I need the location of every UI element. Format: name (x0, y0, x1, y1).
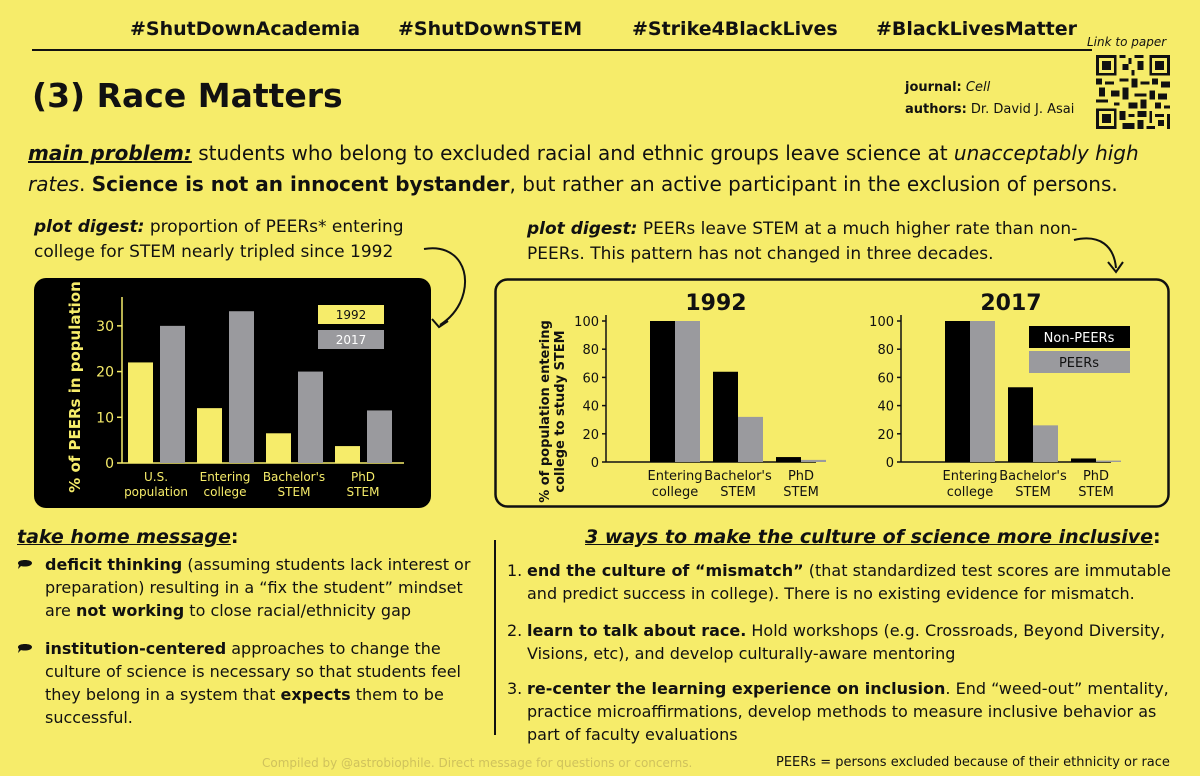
way-text: Hold workshops (e.g. Crossroads, Beyond Diversity, Visions, etc), and develop culturally-aware mentoring (527, 621, 1166, 663)
bar-2017 (229, 311, 254, 463)
y-tick-label: 100 (869, 315, 894, 330)
y-tick-label: 30 (96, 318, 114, 335)
bar-Non-PEERs (1071, 458, 1096, 462)
y-tick-label: 80 (877, 343, 894, 359)
main-problem-text: , but rather an active participant in the exclusion of persons. (509, 172, 1118, 196)
y-axis-label: college to study STEM (553, 330, 568, 493)
y-tick-label: 10 (96, 410, 114, 427)
authors-label: authors: (905, 102, 967, 117)
footer-credit: Compiled by @astrobiophile. Direct message for questions or concerns. (262, 756, 693, 770)
bar-1992 (335, 446, 360, 463)
hashtag-bar (0, 18, 1200, 44)
take-home-text: to close racial/ethnicity gap (184, 601, 412, 620)
way-number: 1. (507, 561, 523, 580)
bar-Non-PEERs (945, 321, 970, 462)
main-problem (28, 138, 1188, 200)
chart-title: 2017 (980, 291, 1042, 316)
x-tick-label: PhD (350, 470, 376, 484)
curved-arrow-icon (1070, 234, 1130, 276)
x-tick-label: Entering (199, 470, 251, 484)
bar-Non-PEERs (1008, 387, 1033, 462)
y-tick-label: 20 (96, 364, 114, 381)
way-item (507, 619, 1187, 665)
take-home-bold: not working (75, 601, 185, 620)
plot-digest-label: plot digest: (34, 217, 145, 237)
way-number: 3. (507, 679, 523, 698)
x-tick-label: Entering (647, 469, 703, 484)
bar-1992 (128, 362, 153, 463)
x-tick-label: college (946, 485, 994, 500)
page-title: (3) Race Matters (32, 76, 343, 115)
way-item (507, 559, 1187, 605)
x-tick-label: Entering (942, 469, 998, 484)
y-tick-label: 0 (105, 456, 114, 472)
column-divider (494, 540, 496, 735)
take-home-bold: deficit thinking (45, 555, 183, 574)
x-tick-label: STEM (277, 485, 311, 499)
y-tick-label: 20 (582, 427, 599, 443)
bar-PEERs (1096, 461, 1121, 462)
y-tick-label: 80 (582, 343, 599, 359)
main-problem-emphasis: unacceptably high rates (28, 141, 1139, 196)
bar-Non-PEERs (713, 372, 738, 462)
journal-value: Cell (965, 80, 991, 95)
bar-PEERs (970, 321, 995, 462)
x-tick-label: Bachelor's (704, 469, 772, 484)
main-problem-text: students who belong to excluded racial and ethnic groups leave science at (191, 141, 954, 165)
chart-frame (496, 280, 1169, 507)
take-home-heading (17, 526, 238, 548)
take-home-heading-text: take home message (17, 526, 231, 548)
way-number: 2. (507, 621, 523, 640)
way-item (507, 677, 1187, 746)
main-problem-text: . (79, 172, 92, 196)
way-text: (that standardized test scores are immutable and predict success in college). There is no existing evidence for mismatch. (527, 561, 1171, 603)
bar-Non-PEERs (776, 457, 801, 462)
take-home-text: them to be successful. (45, 685, 444, 727)
hashtag-blacklivesmatter: #BlackLivesMatter (876, 18, 1077, 40)
authors-value: Dr. David J. Asai (970, 102, 1075, 117)
x-tick-label: Bachelor's (262, 470, 326, 484)
bar-PEERs (801, 460, 826, 462)
x-tick-label: STEM (346, 485, 380, 499)
header-divider (32, 49, 1092, 51)
hashtag-strike4blacklives: #Strike4BlackLives (632, 18, 838, 40)
bar-PEERs (738, 417, 763, 462)
plot-digest-label: plot digest: (527, 219, 638, 239)
x-tick-label: PhD (1082, 469, 1110, 484)
paper-meta (905, 77, 1074, 121)
y-axis-label: % of population entering (538, 320, 553, 503)
x-tick-label: U.S. (143, 470, 169, 484)
ways-heading (585, 526, 1161, 548)
y-axis-label: % of PEERs in population (66, 281, 84, 493)
bar-1992 (197, 408, 222, 463)
x-tick-label: PhD (787, 469, 815, 484)
retention-charts (494, 278, 1170, 508)
y-tick-label: 40 (582, 399, 599, 415)
x-tick-label: Bachelor's (999, 469, 1067, 484)
bar-PEERs (675, 321, 700, 462)
y-tick-label: 60 (877, 371, 894, 387)
x-tick-label: college (203, 485, 247, 499)
x-tick-label: STEM (1078, 485, 1114, 500)
peers-population-chart (34, 278, 431, 508)
journal-label: journal: (905, 80, 962, 95)
heading-colon: : (1153, 526, 1161, 548)
plot-digest-text: proportion of PEERs* entering college for STEM nearly tripled since 1992 (34, 217, 404, 262)
hashtag-shutdownstem: #ShutDownSTEM (398, 18, 583, 40)
bar-2017 (367, 410, 392, 463)
main-problem-label: main problem: (28, 141, 192, 165)
speech-bubble-icon (17, 642, 33, 654)
x-tick-label: STEM (783, 485, 819, 500)
take-home-text: approaches to change the culture of science is necessary so that students feel they belong in a system that (45, 639, 461, 704)
y-tick-label: 60 (582, 371, 599, 387)
take-home-item (17, 553, 487, 622)
x-tick-label: population (124, 485, 188, 499)
legend-label: 2017 (335, 333, 367, 347)
link-to-paper-label: Link to paper (1087, 35, 1167, 49)
x-tick-label: STEM (720, 485, 756, 500)
plot-digest-right (527, 217, 1087, 267)
way-text: . End “weed-out” mentality, practice microaffirmations, develop methods to measure inclusive behavior as part of faculty evaluations (527, 679, 1169, 744)
hashtag-shutdownacademia: #ShutDownAcademia (130, 18, 361, 40)
legend-label: Non-PEERs (1043, 331, 1115, 346)
take-home-text: (assuming students lack interest or preparation) resulting in a “fix the student” mindset are (45, 555, 471, 620)
take-home-bold: expects (280, 685, 351, 704)
plot-digest-text: PEERs leave STEM at a much higher rate than non-PEERs. This pattern has not changed in three decades. (527, 219, 1078, 264)
y-tick-label: 0 (590, 456, 599, 471)
take-home-bold: institution-centered (45, 639, 227, 658)
plot-digest-left (34, 215, 454, 265)
speech-bubble-icon (17, 558, 33, 570)
qr-code-icon[interactable] (1096, 55, 1170, 129)
legend-label: 1992 (335, 308, 367, 322)
ways-heading-text: 3 ways to make the culture of science more inclusive (585, 526, 1154, 548)
heading-colon: : (230, 526, 239, 548)
bar-2017 (160, 326, 185, 463)
y-tick-label: 100 (574, 315, 599, 330)
bar-2017 (298, 372, 323, 463)
footer-definition: PEERs = persons excluded because of their ethnicity or race (776, 755, 1170, 770)
x-tick-label: college (651, 485, 699, 500)
x-tick-label: STEM (1015, 485, 1051, 500)
chart-title: 1992 (685, 291, 747, 316)
main-problem-bold: Science is not an innocent bystander (91, 172, 510, 196)
bar-PEERs (1033, 425, 1058, 462)
take-home-item (17, 637, 487, 729)
y-tick-label: 20 (877, 427, 894, 443)
way-bold: end the culture of “mismatch” (527, 561, 804, 580)
bar-1992 (266, 433, 291, 463)
legend-label: PEERs (1058, 356, 1100, 371)
way-bold: re-center the learning experience on inclusion (527, 679, 946, 698)
bar-Non-PEERs (650, 321, 675, 462)
way-bold: learn to talk about race. (527, 621, 747, 640)
y-tick-label: 40 (877, 399, 894, 415)
y-tick-label: 0 (885, 456, 894, 471)
